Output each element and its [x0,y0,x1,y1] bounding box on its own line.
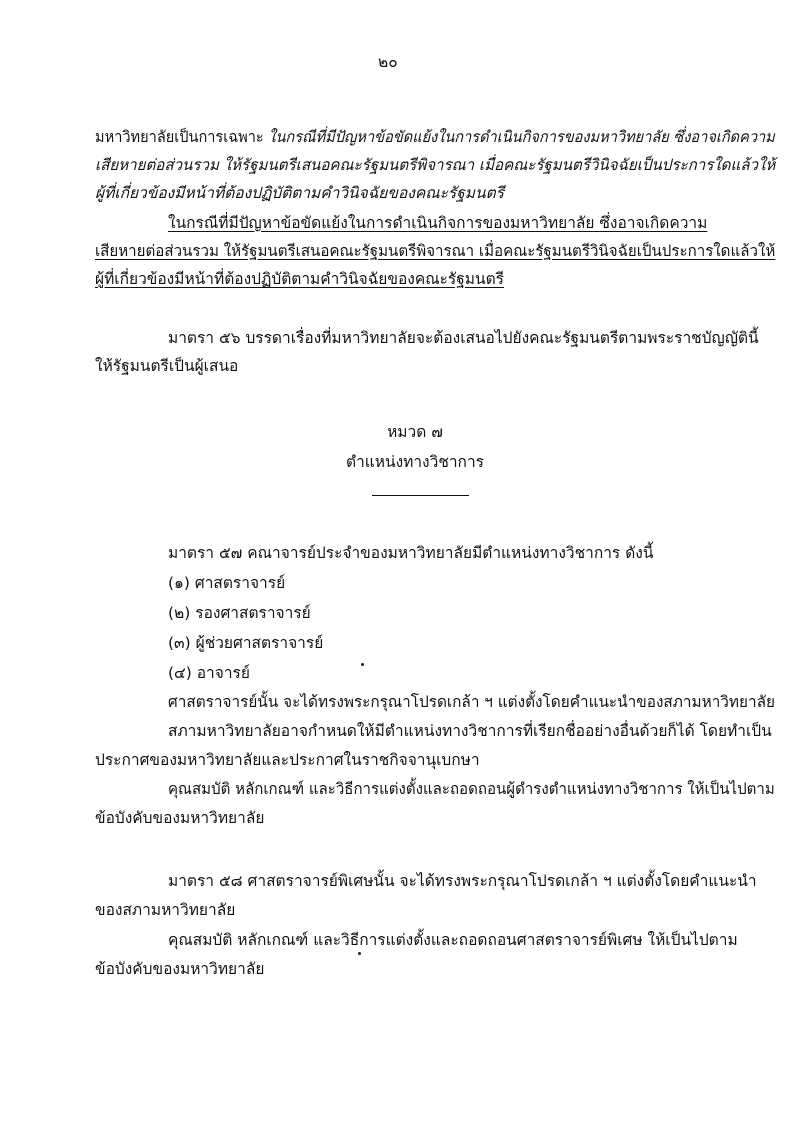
revised-line-2: เสียหายต่อส่วนรวม ให้รัฐมนตรีเสนอคณะรัฐมนตรีพิจารณา เมื่อคณะรัฐมนตรีวินิจฉัยเป็นประการใดแล้วให้ [95,242,776,260]
revised-line-3: ผู้ที่เกี่ยวข้องมีหน้าที่ต้องปฏิบัติตามคำวินิจฉัยของคณะรัฐมนตรี [95,270,504,288]
section-57-professor-para: ศาสตราจารย์นั้น จะได้ทรงพระกรุณาโปรดเกล้า ฯ แต่งตั้งโดยคำแนะนำของสภามหาวิทยาลัย [168,693,775,711]
section-57-council-line-2: ประกาศของมหาวิทยาลัยและประกาศในราชกิจจานุเบกษา [95,751,480,769]
section-57-item-1: (๑) ศาสตราจารย์ [168,574,286,592]
section-58-qualifications-line-1: คุณสมบัติ หลักเกณฑ์ และวิธีการแต่งตั้งและถอดถอนศาสตราจารย์พิเศษ ให้เป็นไปตาม [168,931,738,949]
section-58-qualifications-line-2: ข้อบังคับของมหาวิทยาลัย [95,960,265,978]
revised-line-1: ในกรณีที่มีปัญหาข้อขัดแย้งในการดำเนินกิจการของมหาวิทยาลัย ซึ่งอาจเกิดความ [168,214,708,232]
section-58-line-2: ของสภามหาวิทยาลัย [95,901,236,919]
section-58-line-1: มาตรา ๕๘ ศาสตราจารย์พิเศษนั้น จะได้ทรงพระกรุณาโปรดเกล้า ฯ แต่งตั้งโดยคำแนะนำ [168,872,757,890]
section-57-qualifications-line-1: คุณสมบัติ หลักเกณฑ์ และวิธีการแต่งตั้งและถอดถอนผู้ดำรงตำแหน่งทางวิชาการ ให้เป็นไปตาม [168,780,775,798]
struck-line-1-plain: มหาวิทยาลัยเป็นการเฉพาะ [95,128,269,146]
scan-speck [361,663,364,666]
section-57-council-line-1: สภามหาวิทยาลัยอาจกำหนดให้มีตำแหน่งทางวิชาการที่เรียกชื่ออย่างอื่นด้วยก็ได้ โดยทำเป็น [168,722,772,740]
section-57-item-2: (๒) รองศาสตราจารย์ [168,604,311,622]
struck-line-1 [95,130,775,146]
chapter-number: หมวด ๗ [387,423,443,441]
page-number: ๒๐ [378,53,398,71]
struck-line-1-italic: ในกรณีที่มีปัญหาข้อขัดแย้งในการดำเนินกิจการของมหาวิทยาลัย ซึ่งอาจเกิดความ [268,128,775,146]
section-57-item-3: (๓) ผู้ช่วยศาสตราจารย์ [168,634,324,652]
struck-line-2: เสียหายต่อส่วนรวม ให้รัฐมนตรีเสนอคณะรัฐมนตรีพิจารณา เมื่อคณะรัฐมนตรีวินิจฉัยเป็นประการใดแล้วให้ [95,156,776,174]
scan-speck [358,952,361,955]
section-57-qualifications-line-2: ข้อบังคับของมหาวิทยาลัย [95,809,265,827]
heading-divider [372,495,469,496]
chapter-title: ตำแหน่งทางวิชาการ [346,453,484,471]
section-57-intro: มาตรา ๕๗ คณาจารย์ประจำของมหาวิทยาลัยมีตำแหน่งทางวิชาการ ดังนี้ [168,544,654,562]
struck-line-3: ผู้ที่เกี่ยวข้องมีหน้าที่ต้องปฏิบัติตามคำวินิจฉัยของคณะรัฐมนตรี [95,184,504,202]
section-57-item-4: (๔) อาจารย์ [168,664,250,682]
section-56-line-2: ให้รัฐมนตรีเป็นผู้เสนอ [95,357,239,375]
section-56-line-1: มาตรา ๕๖ บรรดาเรื่องที่มหาวิทยาลัยจะต้องเสนอไปยังคณะรัฐมนตรีตามพระราชบัญญัตินี้ [168,329,759,347]
